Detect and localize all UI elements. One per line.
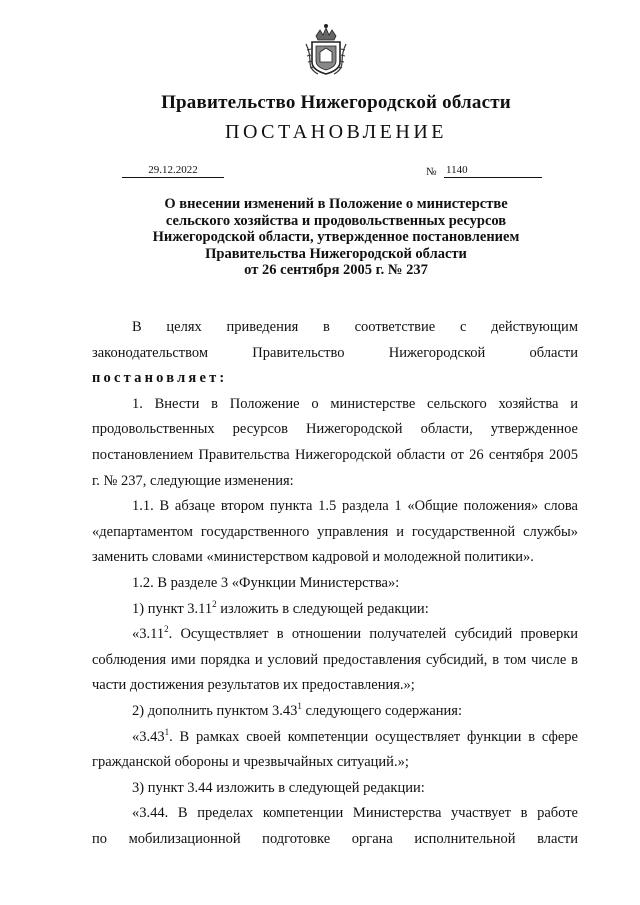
intro-line: В целях приведения в соответствие с действующим xyxy=(132,319,578,335)
quote-text: . В рамках своей компетенции осуществляет функции в сфере гражданской обороны и чрезвычайных ситуаций.»; xyxy=(92,728,578,771)
quote-3-44-line: «3.44. В пределах компетенции Министерства участвует в работе xyxy=(132,805,578,822)
subitem-2 xyxy=(92,699,578,725)
paragraph-1-1: 1.1. В абзаце втором пункта 1.5 раздела 1 «Общие положения» слова «департаментом государственного управления и государственной службы» заменить словами «министерством кадровой и молодежной политики». xyxy=(92,498,578,566)
quote-text: . Осуществляет в отношении получателей субсидий проверки соблюдения ими порядка и условий предоставления субсидий, в том числе в части достижения результатов их предоставления.»; xyxy=(92,626,578,694)
superscript: 1 xyxy=(297,701,302,712)
organization-name: Правительство Нижегородской области xyxy=(161,92,511,113)
title-line: Нижегородской области, утвержденное постановлением xyxy=(152,229,520,245)
quote-3-44-line: по мобилизационной подготовке органа исполнительной власти xyxy=(92,830,578,847)
paragraph-1-2: 1.2. В разделе 3 «Функции Министерства»: xyxy=(132,574,400,591)
document-body xyxy=(92,315,578,852)
subitem-3: 3) пункт 3.44 изложить в следующей редакции: xyxy=(132,779,425,796)
superscript: 2 xyxy=(164,624,169,635)
subitem-1 xyxy=(92,597,578,623)
decree-word: постановляет: xyxy=(92,370,228,387)
intro-line: законодательством Правительство Нижегородской области xyxy=(92,344,578,361)
subitem-text: 1) пункт 3.11 xyxy=(132,600,213,617)
document-title xyxy=(100,196,572,279)
title-line: от 26 сентября 2005 г. № 237 xyxy=(244,262,428,278)
superscript: 2 xyxy=(212,598,217,609)
subitem-text: изложить в следующей редакции: xyxy=(216,600,429,617)
coat-of-arms-icon xyxy=(304,22,348,76)
quote-text: «3.43 xyxy=(132,728,165,745)
title-line: Правительства Нижегородской области xyxy=(205,245,467,262)
number-label: № xyxy=(426,166,437,178)
document-type: ПОСТАНОВЛЕНИЕ xyxy=(225,121,447,143)
paragraph-1: 1. Внести в Положение о министерстве сельского хозяйства и продовольственных ресурсов Нижегородской области, утвержденное постановлением Правительства Нижегородской области от 26 сентября 2005 г. № 237, следующие изменения: xyxy=(92,395,578,489)
subitem-text: 2) дополнить пунктом 3.43 xyxy=(132,702,298,719)
quote-text: «3.11 xyxy=(132,626,165,643)
subitem-text: следующего содержания: xyxy=(301,702,462,719)
superscript: 1 xyxy=(164,726,170,737)
title-line: О внесении изменений в Положение о министерстве xyxy=(164,196,508,212)
quote-3-43-1 xyxy=(92,725,578,776)
quote-3-11-2 xyxy=(92,622,578,699)
title-line: сельского хозяйства и продовольственных ресурсов xyxy=(165,212,507,229)
document-number: 1140 xyxy=(444,164,542,178)
document-date: 29.12.2022 xyxy=(122,164,224,178)
